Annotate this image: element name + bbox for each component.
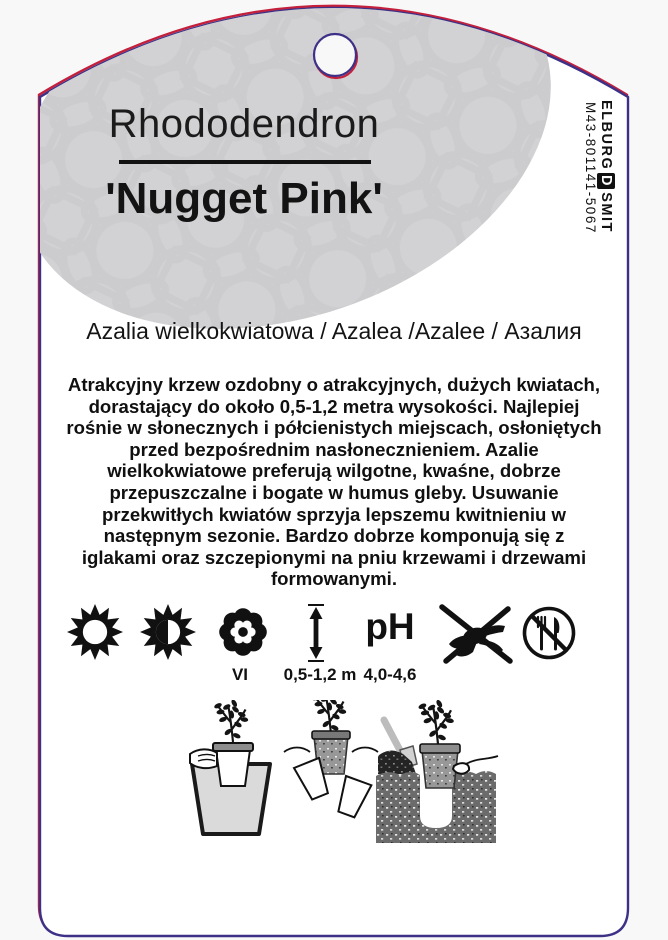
genus-title: Rhododendron <box>108 102 380 146</box>
ph-range-label: 4,0-4,6 <box>363 665 417 684</box>
full-sun-icon <box>67 604 123 660</box>
not-edible-icon <box>521 605 577 661</box>
brand-vertical-text <box>583 100 614 234</box>
brand-code: M43-801141-5067 <box>583 102 598 234</box>
step-plant-in-ground <box>376 700 498 843</box>
brand-logo-mark: D <box>598 175 614 188</box>
ph-symbol: pH <box>365 606 415 647</box>
brand-name-post: SMIT <box>598 192 614 233</box>
brand-name-pre: ELBURG <box>598 100 614 171</box>
brand-name <box>598 100 614 234</box>
flowering-month-label: VI <box>231 665 249 684</box>
planting-instructions-illustration <box>170 700 505 845</box>
description-text: Atrakcyjny krzew ozdobny o atrakcyjnych, dużych kwiatach, dorastający do około 0,5-1,2 metra wysokości. Najlepiej rośnie w słonecznych i półcienistych miejscach, osłoniętych przed bezpośrednim nasłonecznieniem. Azalie wielkokwiatowe preferują wilgotne, kwaśne, dobrze przepuszczalne i bogate w humus gleby. Usuwanie przekwitłych kwiatów sprzyja lepszemu kwitnieniu w następnym sezonie. Bardzo dobrze komponują się z iglakami oraz szczepionymi na pniu krzewami i drzewami formowanymi. <box>66 374 602 590</box>
flower-icon <box>215 604 271 660</box>
step-soak-rootball <box>190 700 270 834</box>
common-names-line: Azalia wielkokwiatowa / Azalea /Azalee / Азалия <box>86 318 582 344</box>
title-divider <box>119 160 371 164</box>
cultivar-title: 'Nugget Pink' <box>105 174 383 223</box>
partial-sun-icon <box>140 604 196 660</box>
height-range-label: 0,5-1,2 m <box>283 665 357 684</box>
step-remove-pot <box>284 700 378 819</box>
hang-hole <box>314 34 356 76</box>
no-pruning-icon <box>437 602 515 666</box>
height-arrow-icon <box>305 604 327 662</box>
